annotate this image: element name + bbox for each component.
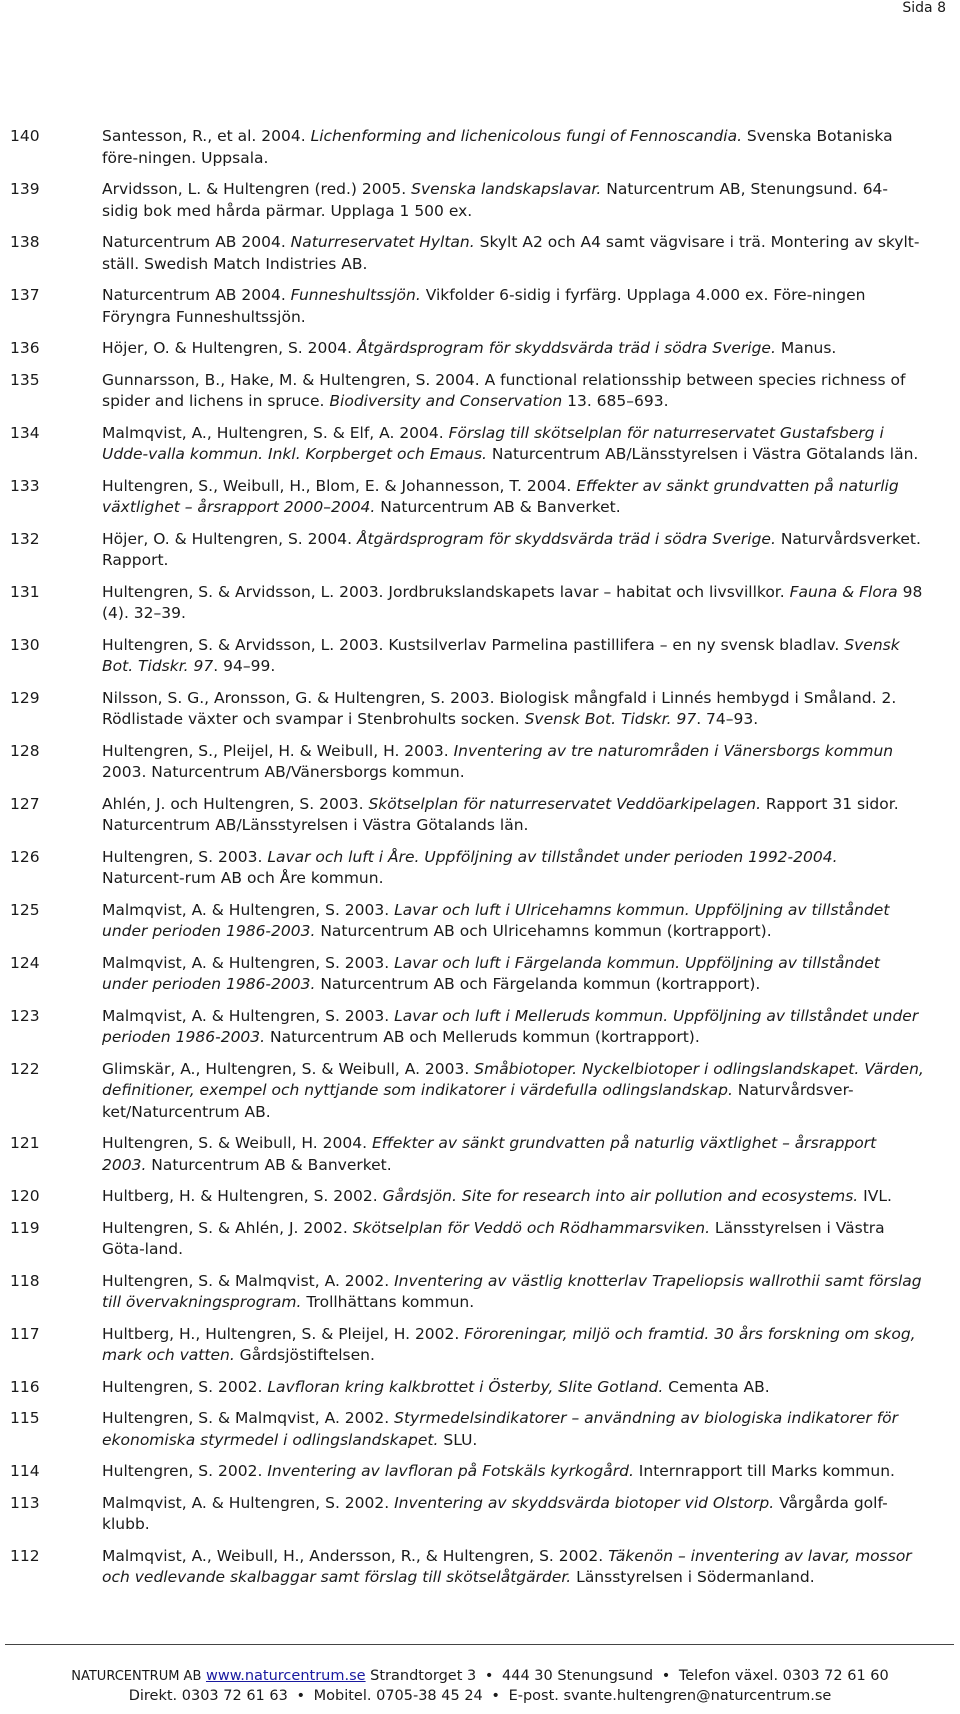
- reference-text-part: 13. 685–693.: [562, 392, 669, 410]
- reference-number: 139: [10, 180, 40, 198]
- reference-text: [102, 423, 924, 466]
- footer-phone: Telefon växel. 0303 72 61 60: [678, 1668, 889, 1684]
- reference-text: [102, 1461, 924, 1483]
- reference-text: [102, 1377, 924, 1399]
- reference-text: [102, 688, 924, 731]
- reference-title-italic: Styrmedelsindikatorer – användning av biologiska indikatorer för ekonomiska styrmedel i odlingslandskapet.: [102, 1409, 899, 1449]
- reference-text: [102, 338, 924, 360]
- reference-text-part: Naturcentrum AB och Färgelanda kommun (kortrapport).: [315, 975, 761, 993]
- footer-company: NATURCENTRUM AB: [71, 1669, 202, 1684]
- reference-entry: [0, 285, 960, 328]
- reference-number: 137: [10, 286, 40, 304]
- reference-text-part: Naturcentrum AB och Ulricehamns kommun (kortrapport).: [315, 922, 772, 940]
- reference-text-part: Vårgårda golf-klubb.: [102, 1493, 888, 1533]
- reference-text: [102, 232, 924, 275]
- reference-text: [102, 1493, 924, 1536]
- footer-divider: [5, 1644, 954, 1645]
- reference-text-part: Skylt A2 och A4 samt vägvisare i trä. Montering av skylt-ställ. Swedish Match Indistries AB.: [102, 233, 920, 273]
- reference-text: [102, 741, 924, 784]
- reference-text: [102, 953, 924, 996]
- reference-text: [102, 1218, 924, 1261]
- reference-entry: [0, 635, 960, 678]
- footer-mobile: Mobitel. 0705-38 45 24: [313, 1688, 483, 1704]
- reference-text-part: Höjer, O. & Hultengren, S. 2004.: [102, 339, 357, 357]
- reference-number: 125: [10, 900, 40, 919]
- reference-number: 128: [10, 741, 40, 760]
- reference-text-part: Naturcentrum AB & Banverket.: [375, 498, 621, 516]
- reference-text-part: Glimskär, A., Hultengren, S. & Weibull, A. 2003.: [102, 1059, 475, 1078]
- reference-text-part: Svenska Botaniska före-ningen. Uppsala.: [102, 127, 893, 167]
- bullet: •: [491, 1688, 500, 1704]
- reference-text: [102, 635, 924, 678]
- reference-text-part: Malmqvist, A. & Hultengren, S. 2002.: [102, 1493, 395, 1512]
- reference-number: 132: [10, 529, 40, 548]
- reference-entry: [0, 1377, 960, 1399]
- reference-text-part: Trollhättans kommun.: [301, 1293, 475, 1311]
- reference-number: 127: [10, 794, 40, 813]
- reference-number: 115: [10, 1409, 40, 1427]
- reference-text-part: Malmqvist, A., Hultengren, S. & Elf, A. 2004.: [102, 423, 449, 442]
- reference-text-part: . 74–93.: [696, 710, 759, 728]
- reference-text-part: IVL.: [858, 1187, 892, 1205]
- reference-title-italic: Åtgärdsprogram för skyddsvärda träd i södra Sverige.: [356, 529, 776, 548]
- reference-text-part: Naturvårdsver-ket/Naturcentrum AB.: [102, 1081, 854, 1121]
- reference-text-part: Malmqvist, A. & Hultengren, S. 2003.: [102, 953, 395, 972]
- reference-title-italic: Lavar och luft i Ulricehamns kommun. Uppföljning av tillståndet under perioden 1986-2003.: [102, 900, 890, 940]
- reference-text: [102, 794, 924, 837]
- reference-text: [102, 1408, 924, 1451]
- reference-text: [102, 1186, 924, 1208]
- reference-entry: [0, 1324, 960, 1367]
- reference-text-part: Ahlén, J. och Hultengren, S. 2003.: [102, 794, 369, 813]
- reference-entry: [0, 847, 960, 890]
- reference-list: [0, 126, 960, 1599]
- reference-text-part: Höjer, O. & Hultengren, S. 2004.: [102, 529, 357, 548]
- reference-entry: [0, 1546, 960, 1589]
- reference-text-part: Gunnarsson, B., Hake, M. & Hultengren, S. 2004. A functional relationsship between species richness of spider and lichens in spruce.: [102, 370, 906, 410]
- reference-text: [102, 1006, 924, 1049]
- reference-text-part: Hultengren, S. 2002.: [102, 1462, 268, 1480]
- reference-text: [102, 1133, 924, 1176]
- reference-text-part: Hultengren, S. 2002.: [102, 1377, 268, 1396]
- footer-line-2: [0, 1687, 960, 1706]
- reference-entry: [0, 1493, 960, 1536]
- reference-title-italic: Gårdsjön. Site for research into air pollution and ecosystems.: [382, 1187, 859, 1205]
- reference-text-part: Hultengren, S., Pleijel, H. & Weibull, H. 2003.: [102, 741, 454, 760]
- reference-text-part: Malmqvist, A. & Hultengren, S. 2003.: [102, 1006, 395, 1025]
- reference-number: 140: [10, 127, 40, 145]
- reference-title-italic: Svensk Bot. Tidskr.: [524, 710, 672, 728]
- reference-text-part: Rapport 31 sidor. Naturcentrum AB/Länsstyrelsen i Västra Götalands län.: [102, 794, 899, 834]
- reference-number: 138: [10, 233, 40, 251]
- reference-entry: [0, 1133, 960, 1176]
- reference-title-italic: Lavar och luft i Melleruds kommun. Uppföljning av tillståndet under perioden 1986-2003.: [102, 1006, 919, 1046]
- reference-text-part: Naturcentrum AB 2004.: [102, 233, 291, 251]
- reference-text-part: Hultengren, S. & Malmqvist, A. 2002.: [102, 1409, 395, 1427]
- reference-number: 112: [10, 1546, 40, 1565]
- reference-text-part: Santesson, R., et al. 2004.: [102, 127, 311, 145]
- bullet: •: [661, 1668, 671, 1684]
- reference-number: 114: [10, 1462, 40, 1480]
- reference-text-part: Hultengren, S. 2003.: [102, 847, 268, 866]
- reference-title-italic: Naturreservatet Hyltan.: [290, 233, 475, 251]
- reference-text: [102, 126, 924, 169]
- reference-title-italic: Fauna & Flora: [789, 582, 898, 601]
- reference-text-part: Cementa AB.: [663, 1377, 770, 1396]
- reference-entry: [0, 476, 960, 519]
- reference-entry: [0, 1461, 960, 1483]
- reference-text: [102, 847, 924, 890]
- reference-title-italic: Åtgärdsprogram för skyddsvärda träd i södra Sverige.: [356, 339, 776, 357]
- reference-text-part: Arvidsson, L. & Hultengren (red.) 2005.: [102, 180, 412, 198]
- reference-entry: [0, 953, 960, 996]
- reference-number: 135: [10, 370, 40, 389]
- reference-text-part: 98 (4). 32–39.: [102, 582, 923, 622]
- reference-title-italic: Föroreningar, miljö och framtid. 30 års forskning om skog, mark och vatten.: [102, 1324, 916, 1364]
- reference-title-italic: Effekter av sänkt grundvatten på naturlig växtlighet – årsrapport 2003.: [102, 1134, 877, 1174]
- reference-text-part: Naturcentrum AB & Banverket.: [146, 1155, 392, 1174]
- reference-title-italic: 97: [676, 710, 697, 728]
- reference-text: [102, 370, 924, 413]
- reference-title-italic: Funneshultssjön.: [290, 286, 421, 304]
- reference-text: [102, 476, 924, 519]
- reference-text-part: Hultengren, S. & Arvidsson, L. 2003. Jordbrukslandskapets lavar – habitat och livsvillkor.: [102, 582, 790, 601]
- reference-number: 123: [10, 1006, 40, 1025]
- reference-text-part: Hultengren, S., Weibull, H., Blom, E. & Johannesson, T. 2004.: [102, 476, 577, 495]
- reference-text: [102, 1324, 924, 1367]
- reference-title-italic: Skötselplan för Veddö och Rödhammarsviken.: [352, 1218, 710, 1237]
- reference-text: [102, 582, 924, 625]
- reference-text-part: Hultberg, H., Hultengren, S. & Pleijel, H. 2002.: [102, 1324, 465, 1343]
- reference-entry: [0, 1006, 960, 1049]
- reference-number: 134: [10, 423, 40, 442]
- reference-text-part: . 94–99.: [213, 657, 276, 675]
- reference-title-italic: Inventering av västlig knotterlav Trapeliopsis wallrothii samt förslag till övervakningsprogram.: [102, 1271, 922, 1311]
- reference-text-part: Länsstyrelsen i Södermanland.: [571, 1568, 815, 1586]
- reference-entry: [0, 900, 960, 943]
- reference-text: [102, 285, 924, 328]
- reference-entry: [0, 1408, 960, 1451]
- reference-entry: [0, 582, 960, 625]
- reference-text-part: Hultengren, S. & Arvidsson, L. 2003. Kustsilverlav Parmelina pastillifera – en ny svensk bladlav.: [102, 635, 845, 654]
- reference-text: [102, 1271, 924, 1314]
- reference-title-italic: Biodiversity and Conservation: [329, 392, 563, 410]
- footer-website-link[interactable]: www.naturcentrum.se: [205, 1668, 366, 1684]
- reference-text-part: Malmqvist, A. & Hultengren, S. 2003.: [102, 900, 395, 919]
- reference-title-italic: Effekter av sänkt grundvatten på naturlig växtlighet – årsrapport 2000–2004.: [102, 476, 899, 516]
- reference-text-part: Nilsson, S. G., Aronsson, G. & Hultengren, S. 2003. Biologisk mångfald i Linnés hembygd i Småland. 2. Rödlistade växter och svampar i Stenbrohults socken.: [102, 688, 897, 728]
- reference-text-part: Malmqvist, A., Weibull, H., Andersson, R., & Hultengren, S. 2002.: [102, 1546, 609, 1565]
- reference-text-part: Gårdsjöstiftelsen.: [234, 1346, 375, 1364]
- reference-text-part: 2003. Naturcentrum AB/Vänersborgs kommun.: [102, 763, 465, 781]
- reference-title-italic: Svenska landskapslavar.: [411, 180, 602, 198]
- reference-title-italic: Inventering av skyddsvärda biotoper vid Olstorp.: [394, 1493, 775, 1512]
- reference-entry: [0, 1186, 960, 1208]
- reference-number: 133: [10, 476, 40, 495]
- reference-number: 130: [10, 635, 40, 654]
- reference-text: [102, 179, 924, 222]
- reference-text-part: Naturcentrum AB, Stenungsund. 64-sidig bok med hårda pärmar. Upplaga 1 500 ex.: [102, 180, 889, 220]
- reference-entry: [0, 1059, 960, 1124]
- reference-number: 129: [10, 688, 40, 707]
- reference-number: 120: [10, 1187, 40, 1205]
- reference-text-part: Hultengren, S. & Weibull, H. 2004.: [102, 1134, 372, 1152]
- footer-direct: Direkt. 0303 72 61 63: [128, 1688, 288, 1704]
- reference-text-part: Manus.: [775, 339, 837, 357]
- reference-text-part: Länsstyrelsen i Västra Göta-land.: [102, 1218, 885, 1258]
- reference-number: 126: [10, 847, 40, 866]
- reference-title-italic: 97: [193, 657, 214, 675]
- reference-entry: [0, 370, 960, 413]
- bullet: •: [296, 1688, 305, 1704]
- reference-entry: [0, 794, 960, 837]
- reference-text-part: Naturvårdsverket. Rapport.: [102, 529, 921, 569]
- reference-text: [102, 900, 924, 943]
- footer-line-1: [0, 1667, 960, 1686]
- reference-entry: [0, 1271, 960, 1314]
- reference-text-part: Vikfolder 6-sidig i fyrfärg. Upplaga 4.000 ex. Före-ningen Föryngra Funneshultssjön.: [102, 286, 866, 326]
- reference-text-part: Internrapport till Marks kommun.: [633, 1462, 895, 1480]
- reference-text-part: Naturcentrum AB 2004.: [102, 286, 291, 304]
- reference-text: [102, 529, 924, 572]
- reference-entry: [0, 529, 960, 572]
- reference-entry: [0, 1218, 960, 1261]
- reference-text: [102, 1059, 924, 1124]
- reference-number: 117: [10, 1324, 40, 1343]
- reference-entry: [0, 741, 960, 784]
- reference-number: 122: [10, 1059, 40, 1078]
- reference-entry: [0, 338, 960, 360]
- reference-title-italic: Lavar och luft i Färgelanda kommun. Uppföljning av tillståndet under perioden 1986-2003.: [102, 953, 880, 993]
- reference-entry: [0, 423, 960, 466]
- reference-title-italic: Svensk Bot. Tidskr.: [102, 635, 900, 675]
- reference-entry: [0, 232, 960, 275]
- footer-address: Strandtorget 3: [370, 1668, 477, 1684]
- reference-title-italic: Småbiotoper. Nyckelbiotoper i odlingslandskapet. Värden, definitioner, exempel och nyttjande som indikatorer i värdefulla odlingslandskap.: [102, 1059, 924, 1099]
- reference-number: 119: [10, 1218, 40, 1237]
- reference-text-part: Naturcentrum AB och Melleruds kommun (kortrapport).: [265, 1028, 700, 1046]
- footer-email: E-post. svante.hultengren@naturcentrum.se: [508, 1688, 832, 1704]
- reference-title-italic: Förslag till skötselplan för naturreservatet Gustafsberg i Udde-valla kommun. Inkl. Korpberget och Emaus.: [102, 423, 884, 463]
- reference-title-italic: Täkenön – inventering av lavar, mossor och vedlevande skalbaggar samt förslag till skötselåtgärder.: [102, 1546, 912, 1586]
- reference-title-italic: Lavar och luft i Åre. Uppföljning av tillståndet under perioden 1992-2004.: [267, 847, 838, 866]
- reference-text-part: Naturcentrum AB/Länsstyrelsen i Västra Götalands län.: [486, 445, 919, 463]
- reference-title-italic: Lavfloran kring kalkbrottet i Österby, Slite Gotland.: [267, 1377, 664, 1396]
- reference-number: 131: [10, 582, 40, 601]
- reference-number: 113: [10, 1493, 40, 1512]
- reference-title-italic: Inventering av lavfloran på Fotskäls kyrkogård.: [267, 1462, 634, 1480]
- footer-postal: 444 30 Stenungsund: [502, 1668, 654, 1684]
- reference-title-italic: Lichenforming and lichenicolous fungi of Fennoscandia.: [310, 127, 742, 145]
- reference-text-part: Hultberg, H. & Hultengren, S. 2002.: [102, 1187, 383, 1205]
- reference-text: [102, 1546, 924, 1589]
- reference-entry: [0, 688, 960, 731]
- reference-title-italic: Skötselplan för naturreservatet Veddöarkipelagen.: [368, 794, 761, 813]
- reference-title-italic: Inventering av tre naturområden i Vänersborgs kommun: [453, 741, 894, 760]
- reference-number: 118: [10, 1271, 40, 1290]
- page-number: Sida 8: [902, 0, 946, 16]
- reference-text-part: SLU.: [438, 1430, 478, 1449]
- reference-entry: [0, 179, 960, 222]
- reference-number: 124: [10, 953, 40, 972]
- reference-text-part: Hultengren, S. & Malmqvist, A. 2002.: [102, 1271, 395, 1290]
- reference-text-part: Hultengren, S. & Ahlén, J. 2002.: [102, 1218, 353, 1237]
- reference-text-part: Naturcent-rum AB och Åre kommun.: [102, 869, 384, 887]
- reference-number: 136: [10, 339, 40, 357]
- bullet: •: [484, 1668, 494, 1684]
- reference-number: 116: [10, 1377, 40, 1396]
- reference-entry: [0, 126, 960, 169]
- reference-number: 121: [10, 1134, 40, 1152]
